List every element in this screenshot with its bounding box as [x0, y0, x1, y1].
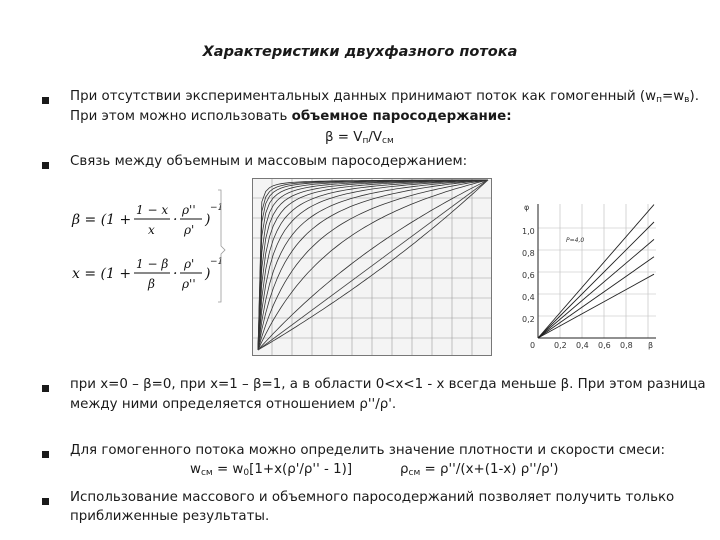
text-line: =w — [662, 89, 685, 104]
eq1-lhs: β = (1 + — [72, 212, 132, 228]
beta-formula — [325, 130, 394, 146]
phi-beta-chart-image — [520, 198, 660, 358]
y-tick: 0,4 — [522, 293, 535, 302]
beta-x-nomogram-image — [252, 178, 492, 356]
bullet-homogeneous-text — [70, 88, 699, 109]
x-tick: 0,6 — [598, 341, 611, 350]
bullet-marker — [42, 162, 49, 169]
eq2-frac-bot: β — [148, 277, 155, 291]
page-title: Характеристики двухфазного потока — [202, 44, 518, 60]
eq1-dot: · — [173, 212, 178, 228]
eq2-rho-bot: ρ'' — [182, 277, 196, 291]
subscript: п — [362, 136, 369, 146]
bullet-approximation-line1: Использование массового и объемного паросодержаний позволяет получить только — [70, 490, 675, 505]
subscript: см — [200, 468, 213, 478]
bullet-marker — [42, 451, 49, 458]
eq1-frac-top: 1 − x — [136, 203, 169, 217]
bullet-x-beta-line2: между ними определяется отношением ρ''/ρ'. — [70, 397, 397, 412]
density-formula — [400, 462, 559, 478]
y-tick: 0,8 — [522, 249, 535, 258]
eq1-close: ) — [205, 212, 211, 228]
formula-part: /V — [368, 130, 383, 145]
y-tick: 1,0 — [522, 227, 535, 236]
x-axis-symbol: β — [648, 341, 654, 350]
y-tick: 0,2 — [522, 315, 535, 324]
eq2-frac-top: 1 − β — [136, 257, 169, 271]
bullet-x-beta-line1: при x=0 – β=0, при x=1 – β=1, а в области 0<x<1 - x всегда меньше β. При этом разница — [70, 377, 706, 392]
text-line: ). — [689, 89, 699, 104]
bullet-relation-text: Связь между объемным и массовым паросодержанием: — [70, 154, 468, 169]
formula-part: w — [190, 462, 201, 477]
velocity-formula — [190, 462, 352, 478]
eq1-exponent: −1 — [210, 203, 224, 213]
eq1-frac-bot: x — [148, 223, 155, 237]
text-line: При отсутствии экспериментальных данных принимают поток как гомогенный (w — [70, 89, 657, 104]
formula-part: = w — [212, 462, 244, 477]
subscript: см — [408, 468, 421, 478]
bullet-homogeneous-density: Для гомогенного потока можно определить значение плотности и скорости смеси: — [70, 443, 666, 458]
text-line: При этом можно использовать — [70, 109, 292, 124]
x-tick: 0,2 — [554, 341, 567, 350]
bullet-marker — [42, 498, 49, 505]
formula-part: [1+x(ρ'/ρ'' - 1)] — [249, 462, 353, 477]
x-tick: 0,4 — [576, 341, 589, 350]
subscript: 0 — [243, 468, 250, 478]
pressure-annotation: P=4,0 — [566, 237, 585, 244]
y-tick: 0 — [530, 341, 536, 350]
bullet-marker — [42, 385, 49, 392]
x-tick: 0,8 — [620, 341, 633, 350]
eq1-rho-bot: ρ' — [184, 223, 195, 237]
bullet-approximation-line2: приближенные результаты. — [70, 509, 270, 524]
eq2-close: ) — [205, 266, 211, 282]
bold-term: объемное паросодержание: — [291, 109, 512, 124]
y-axis-symbol: φ — [524, 203, 530, 212]
bullet-homogeneous-text-2 — [70, 108, 512, 125]
equations-figure — [68, 186, 228, 306]
formula-part: = ρ''/(x+(1-x) ρ''/ρ') — [420, 462, 559, 477]
formula-part: β = V — [325, 130, 363, 145]
eq1-rho-top: ρ'' — [182, 203, 196, 217]
subscript: в — [684, 95, 690, 105]
eq2-dot: · — [173, 266, 178, 282]
bullet-marker — [42, 97, 49, 104]
subscript: п — [656, 95, 662, 105]
eq2-rho-top: ρ' — [184, 257, 195, 271]
eq2-lhs: x = (1 + — [72, 266, 132, 282]
eq2-exponent: −1 — [210, 257, 224, 267]
subscript: см — [382, 136, 394, 146]
y-tick: 0,6 — [522, 271, 535, 280]
formula-part: ρ — [400, 462, 409, 477]
